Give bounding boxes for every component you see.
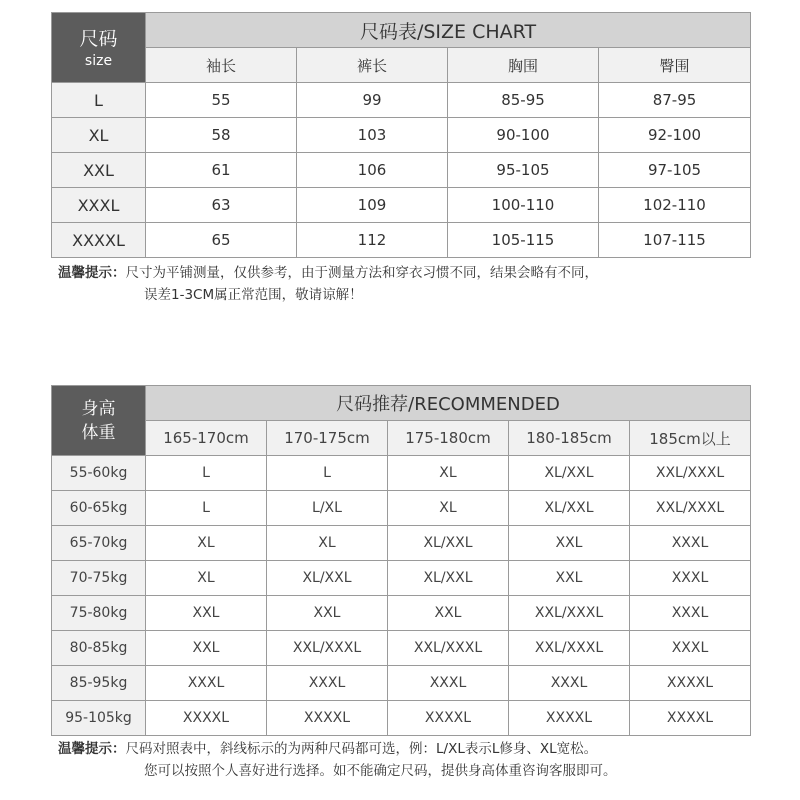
height-header: 170-175cm <box>267 421 388 456</box>
size-label: XL <box>52 118 146 153</box>
table-cell: 97-105 <box>599 153 751 188</box>
size-label: L <box>52 83 146 118</box>
table-cell: XXL/XXXL <box>630 491 751 526</box>
table-cell: 63 <box>146 188 297 223</box>
height-header: 175-180cm <box>388 421 509 456</box>
table-cell: XXXXL <box>388 701 509 736</box>
note-text-line1: 尺码对照表中，斜线标示的为两种尺码都可选，例：L/XL表示L修身、XL宽松。 <box>125 741 598 757</box>
table-row <box>52 491 751 526</box>
table-cell: 99 <box>297 83 448 118</box>
table-cell: XXXL <box>509 666 630 701</box>
table-cell: XXL/XXXL <box>267 631 388 666</box>
table-row <box>52 526 751 561</box>
column-header: 胸围 <box>448 48 599 83</box>
table-cell: 112 <box>297 223 448 258</box>
table-cell: XXXL <box>267 666 388 701</box>
weight-label: 65-70kg <box>52 526 146 561</box>
table-cell: XXXXL <box>146 701 267 736</box>
table-cell: XXXL <box>630 596 751 631</box>
table-cell: XL/XXL <box>388 526 509 561</box>
table-cell: XL/XXL <box>267 561 388 596</box>
size-recommend-table <box>51 385 751 736</box>
table-cell: 107-115 <box>599 223 751 258</box>
table-cell: 65 <box>146 223 297 258</box>
table-cell: 100-110 <box>448 188 599 223</box>
table-cell: L/XL <box>267 491 388 526</box>
table-row <box>52 561 751 596</box>
note-label: 温馨提示： <box>58 741 126 757</box>
size-chart-title: 尺码表/SIZE CHART <box>146 13 751 48</box>
table-row <box>52 456 751 491</box>
weight-label: 95-105kg <box>52 701 146 736</box>
column-header: 臀围 <box>599 48 751 83</box>
table-cell: XXL <box>509 526 630 561</box>
table-cell: XXXL <box>630 631 751 666</box>
table-cell: XL/XXL <box>388 561 509 596</box>
table-cell: XXXL <box>388 666 509 701</box>
table-row <box>52 701 751 736</box>
column-header: 裤长 <box>297 48 448 83</box>
table-row <box>52 188 751 223</box>
height-header: 185cm以上 <box>630 421 751 456</box>
table-cell: L <box>146 491 267 526</box>
size-corner-zh: 尺码 <box>79 27 118 50</box>
table-cell: 85-95 <box>448 83 599 118</box>
size-label: XXL <box>52 153 146 188</box>
table-cell: 58 <box>146 118 297 153</box>
corner-height-label: 身高 <box>81 398 116 419</box>
table-cell: XXXL <box>630 561 751 596</box>
corner-weight-label: 体重 <box>81 422 116 443</box>
weight-label: 80-85kg <box>52 631 146 666</box>
table-cell: 102-110 <box>599 188 751 223</box>
note-label: 温馨提示： <box>58 265 126 281</box>
weight-label: 55-60kg <box>52 456 146 491</box>
table-cell: XXL/XXXL <box>509 596 630 631</box>
table-row <box>52 223 751 258</box>
size-corner-en: size <box>84 52 113 69</box>
table-cell: L <box>267 456 388 491</box>
height-header: 165-170cm <box>146 421 267 456</box>
table-cell: 95-105 <box>448 153 599 188</box>
table-cell: XXL/XXXL <box>388 631 509 666</box>
table-cell: XXL <box>146 596 267 631</box>
measurement-note <box>58 262 598 306</box>
table-cell: 90-100 <box>448 118 599 153</box>
table-row <box>52 118 751 153</box>
table-cell: XL <box>146 561 267 596</box>
table-cell: XXL <box>146 631 267 666</box>
recommend-title: 尺码推荐/RECOMMENDED <box>146 386 751 421</box>
size-chart-table <box>51 12 751 258</box>
table-cell: 61 <box>146 153 297 188</box>
table-cell: XXXXL <box>630 666 751 701</box>
table-cell: 105-115 <box>448 223 599 258</box>
table-row <box>52 666 751 701</box>
table-cell: XL/XXL <box>509 491 630 526</box>
table-cell: L <box>146 456 267 491</box>
table-cell: XXL <box>388 596 509 631</box>
table-cell: XXXL <box>630 526 751 561</box>
height-header: 180-185cm <box>509 421 630 456</box>
weight-label: 70-75kg <box>52 561 146 596</box>
table-cell: 103 <box>297 118 448 153</box>
table-cell: XL <box>388 491 509 526</box>
table-cell: XXL <box>267 596 388 631</box>
table-cell: XL/XXL <box>509 456 630 491</box>
size-corner-header <box>52 13 146 83</box>
size-label: XXXXL <box>52 223 146 258</box>
table-cell: XL <box>388 456 509 491</box>
table-cell: 109 <box>297 188 448 223</box>
table-row <box>52 631 751 666</box>
table-cell: XL <box>267 526 388 561</box>
weight-label: 85-95kg <box>52 666 146 701</box>
selection-note <box>58 738 617 782</box>
table-cell: XXL/XXXL <box>509 631 630 666</box>
size-label: XXXL <box>52 188 146 223</box>
table-cell: XXL/XXXL <box>630 456 751 491</box>
table-row <box>52 153 751 188</box>
note-text-line2: 误差1-3CM属正常范围，敬请谅解！ <box>144 287 363 303</box>
height-weight-corner-header <box>52 386 146 456</box>
table-cell: XL <box>146 526 267 561</box>
table-row <box>52 596 751 631</box>
table-cell: 106 <box>297 153 448 188</box>
note-text-line2: 您可以按照个人喜好进行选择。如不能确定尺码，提供身高体重咨询客服即可。 <box>144 763 617 779</box>
weight-label: 60-65kg <box>52 491 146 526</box>
table-row <box>52 83 751 118</box>
table-cell: 87-95 <box>599 83 751 118</box>
table-cell: 55 <box>146 83 297 118</box>
table-cell: XXXXL <box>630 701 751 736</box>
note-text-line1: 尺寸为平铺测量，仅供参考，由于测量方法和穿衣习惯不同，结果会略有不同， <box>125 265 598 281</box>
column-header: 袖长 <box>146 48 297 83</box>
weight-label: 75-80kg <box>52 596 146 631</box>
table-cell: XXXXL <box>509 701 630 736</box>
table-cell: 92-100 <box>599 118 751 153</box>
table-cell: XXL <box>509 561 630 596</box>
table-cell: XXXL <box>146 666 267 701</box>
table-cell: XXXXL <box>267 701 388 736</box>
